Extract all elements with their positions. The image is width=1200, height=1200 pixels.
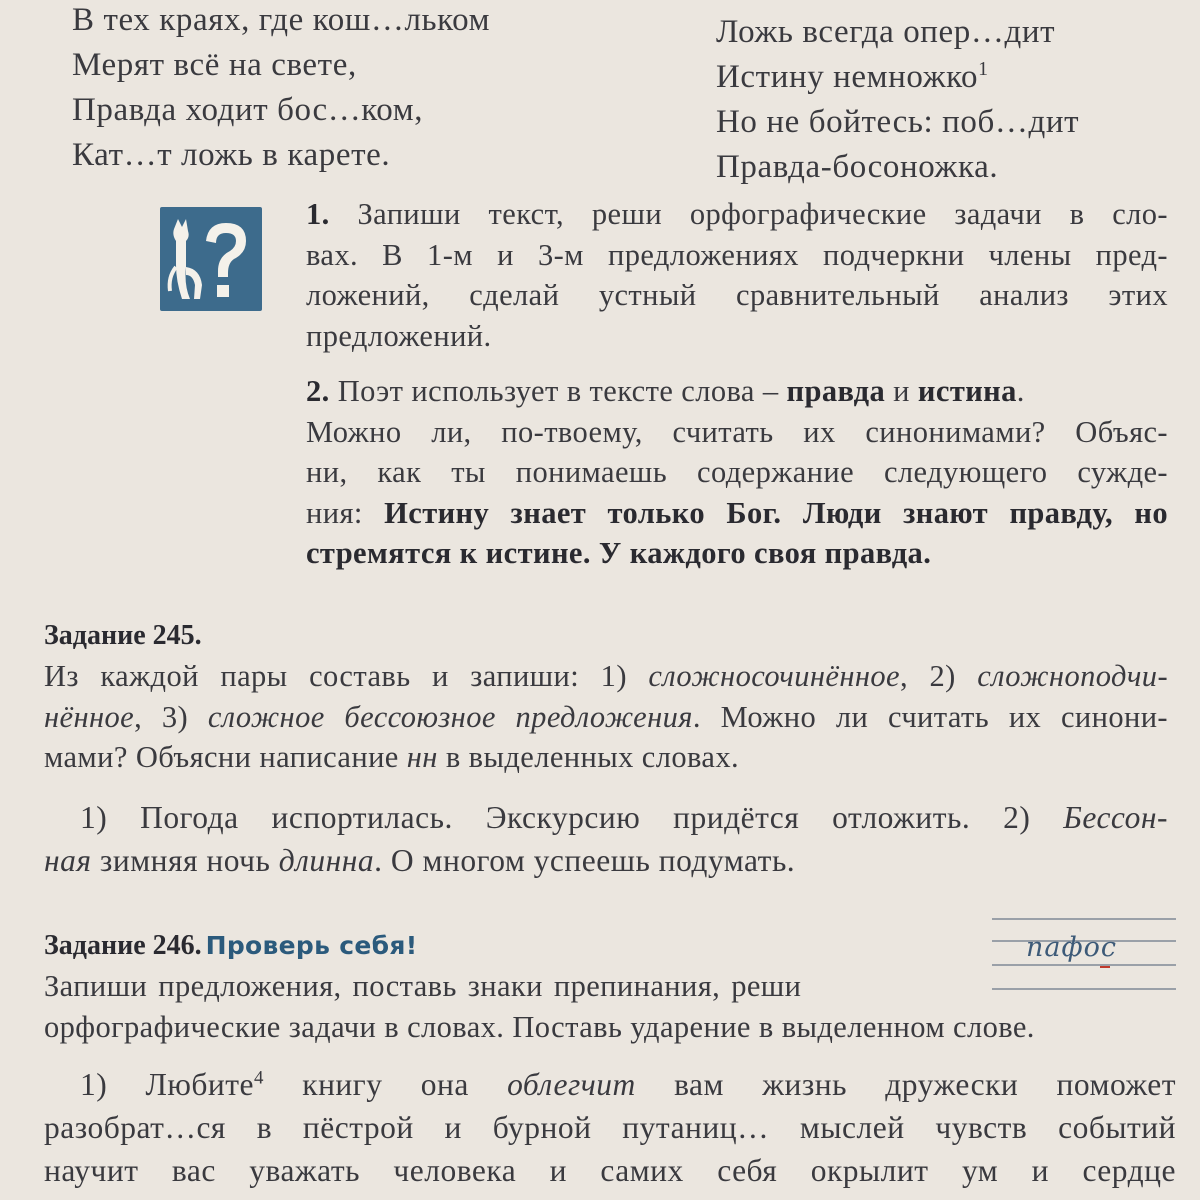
poem-line [716,55,1186,100]
task-245-exercise [44,796,1168,882]
task-245-title: Задание 245. [44,620,202,651]
task-246-header [44,930,417,962]
instruction-line [44,737,1168,778]
task-246-title: Задание 246. [44,930,202,961]
poem-line: Но не бойтесь: поб…дит [716,104,1080,140]
question-line: ложений, сделай устный сравнительный анализ этих [306,278,1168,312]
question-number: 1. [306,197,330,231]
question-2 [306,371,1168,574]
italic-term: нн [406,740,438,774]
copybook-rule [992,964,1176,966]
italic-term: сложное бессоюзное предложения [207,699,693,734]
exercise-text: . О многом успеешь подумать. [374,843,796,878]
exercise-text: 1) Любите [80,1067,255,1102]
exercise-line: научит вас уважать человека и самих себя окрылит ум и сердце [44,1153,1176,1188]
poem-line: Кат…т ложь в карете. [72,137,391,173]
italic-term: нённое [44,699,135,734]
task-245-instructions [44,656,1168,778]
exercise-text: зимняя ночь [91,843,279,878]
question-line [306,533,1168,574]
question-text: Запиши текст, реши орфографические задачи в сло- [357,197,1168,231]
task-246-subtitle: Проверь себя! [205,931,418,960]
task-246-exercise [44,1063,1176,1192]
exercise-line [44,796,1168,839]
italic-term: сложносочинённое [648,659,900,693]
exercise-line [44,1063,1176,1106]
copybook-word: пафос [1026,932,1117,963]
copybook-rule [992,988,1176,990]
exercise-text: 1) Погода испортилась. Экскурсию придётся отложить. 2) [80,800,1064,835]
poem-line: Ложь всегда опер…дит [716,14,1056,50]
italic-word: ная [44,843,92,878]
instruction-text: , 3) [134,699,208,734]
exercise-line: разобрат…ся в пёстрой и бурной путаниц… мыслей чувств событий [44,1110,1176,1145]
italic-term: сложноподчи- [977,659,1168,693]
poem-line: В тех краях, где кош…льком [72,2,491,38]
question-line: вах. В 1-м и 3-м предложениях подчеркни члены пред- [306,237,1168,272]
question-text: ния: [306,495,385,530]
bold-word: правда [786,374,886,408]
instruction-line: Запиши предложения, поставь знаки препинания, реши [44,969,802,1003]
footnote-marker: 1 [978,58,989,80]
question-line [306,493,1168,534]
question-text: и [885,374,918,408]
question-text: . [1016,374,1025,408]
stress-mark [1100,966,1110,968]
instruction-text: мами? Объясни написание [44,740,407,774]
instruction-text: , 2) [900,659,978,693]
exercise-line [44,839,1168,882]
poem-line: Правда ходит бос…ком, [72,92,424,128]
poem-line-text: Истину немножко [716,59,979,95]
instruction-text: в выделенных словах. [437,740,740,774]
italic-word: длинна [278,843,375,878]
question-number: 2. [306,374,330,408]
exercise-text: вам жизнь дружески поможет [635,1067,1176,1102]
exercise-text: книгу она [264,1067,508,1102]
bold-quote: стремятся к истине. У каждого своя правда. [306,536,932,570]
question-line: Можно ли, по-твоему, считать их синонимами? Объяс- [306,414,1168,449]
bold-quote: Истину знает только Бог. Люди знают правду, но [384,495,1168,530]
instruction-line [44,656,1168,697]
question-text: Поэт использует в тексте слова – [337,374,787,408]
cat-question-mark-icon [160,207,262,311]
instruction-line [44,697,1168,738]
copybook-rule [992,918,1176,920]
poem-line: Мерят всё на свете, [72,47,357,83]
poem-left-column [72,0,672,178]
copybook-lines [992,918,1176,996]
footnote-marker: 4 [254,1067,264,1089]
poem-right-column [716,10,1186,190]
question-line [306,194,1168,235]
instruction-text: Из каждой пары составь и запиши: 1) [44,659,649,693]
question-line: ни, как ты понимаешь содержание следующего сужде- [306,455,1168,489]
question-1 [306,194,1168,356]
instruction-line: орфографические задачи в словах. Поставь ударение в выделенном слове. [44,1009,1035,1044]
italic-word: облегчит [507,1067,636,1102]
instruction-text: . Можно ли считать их синони- [692,699,1168,734]
question-line [306,371,1168,412]
italic-word: Бессон- [1063,800,1168,835]
question-line: предложений. [306,318,492,353]
poem-line: Правда-босоножка. [716,149,999,185]
bold-word: истина [917,374,1017,408]
